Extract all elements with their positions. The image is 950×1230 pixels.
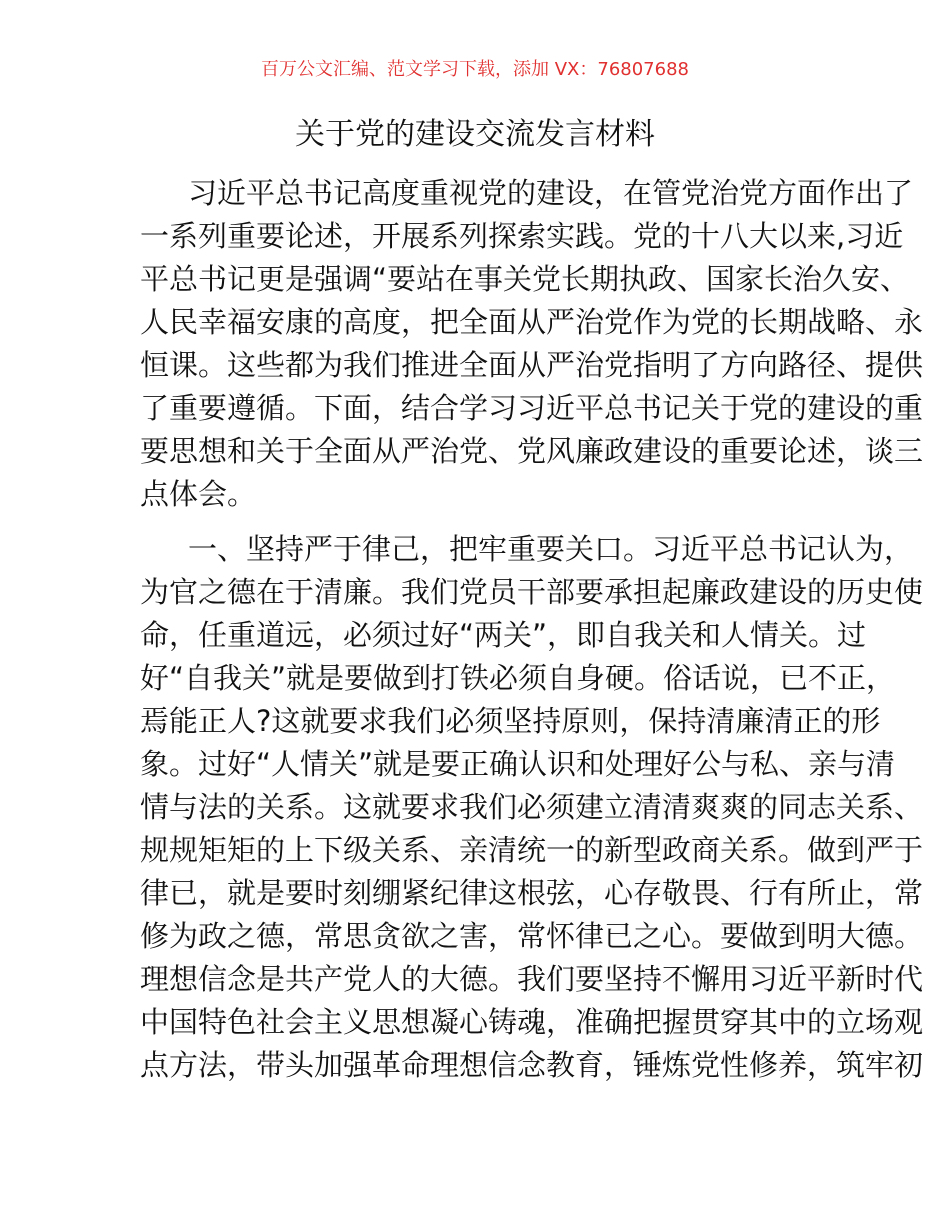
text-line: 中国特色社会主义思想凝心铸魂，准确把握贯穿其中的立场观 <box>140 1005 924 1039</box>
text-line: 了重要遵循。下面，结合学习习近平总书记关于党的建设的重 <box>140 391 924 425</box>
paragraph-section-one <box>140 528 924 1087</box>
text-line: 规规矩矩的上下级关系、亲清统一的新型政商关系。做到严于 <box>140 833 924 867</box>
text-line: 点方法，带头加强革命理想信念教育，锤炼党性修养，筑牢初 <box>140 1048 924 1082</box>
text-line: 一、坚持严于律己，把牢重要关口。习近平总书记认为， <box>188 532 914 566</box>
text-line: 命，任重道远，必须过好“两关”，即自我关和人情关。过 <box>140 618 867 652</box>
text-line: 理想信念是共产党人的大德。我们要坚持不懈用习近平新时代 <box>140 962 924 996</box>
text-line: 律已，就是要时刻绷紧纪律这根弦，心存敬畏、行有所止，常 <box>140 876 924 910</box>
text-line: 平总书记更是强调“要站在事关党长期执政、国家长治久安、 <box>140 262 910 296</box>
text-line: 人民幸福安康的高度，把全面从严治党作为党的长期战略、永 <box>140 305 924 339</box>
paragraph-intro <box>140 172 924 516</box>
text-line: 恒课。这些都为我们推进全面从严治党指明了方向路径、提供 <box>140 348 924 382</box>
text-line: 象。过好“人情关”就是要正确认识和处理好公与私、亲与清 <box>140 747 896 781</box>
text-line: 习近平总书记高度重视党的建设，在管党治党方面作出了 <box>188 176 914 210</box>
text-line: 焉能正人?这就要求我们必须坚持原则，保持清廉清正的形 <box>140 704 881 738</box>
text-line: 点体会。 <box>140 477 257 511</box>
text-line: 好“自我关”就是要做到打铁必须自身硬。俗话说，已不正， <box>140 661 896 695</box>
text-line: 为官之德在于清廉。我们党员干部要承担起廉政建设的历史使 <box>140 575 924 609</box>
document-title: 关于党的建设交流发言材料 <box>295 117 655 152</box>
watermark-header: 百万公文汇编、范文学习下载，添加 VX：76807688 <box>261 59 689 80</box>
text-line: 情与法的关系。这就要求我们必须建立清清爽爽的同志关系、 <box>140 790 924 824</box>
text-line: 一系列重要论述，开展系列探索实践。党的十八大以来,习近 <box>140 219 904 253</box>
text-line: 要思想和关于全面从严治党、党风廉政建设的重要论述，谈三 <box>140 434 924 468</box>
text-line: 修为政之德，常思贪欲之害，常怀律已之心。要做到明大德。 <box>140 919 924 953</box>
